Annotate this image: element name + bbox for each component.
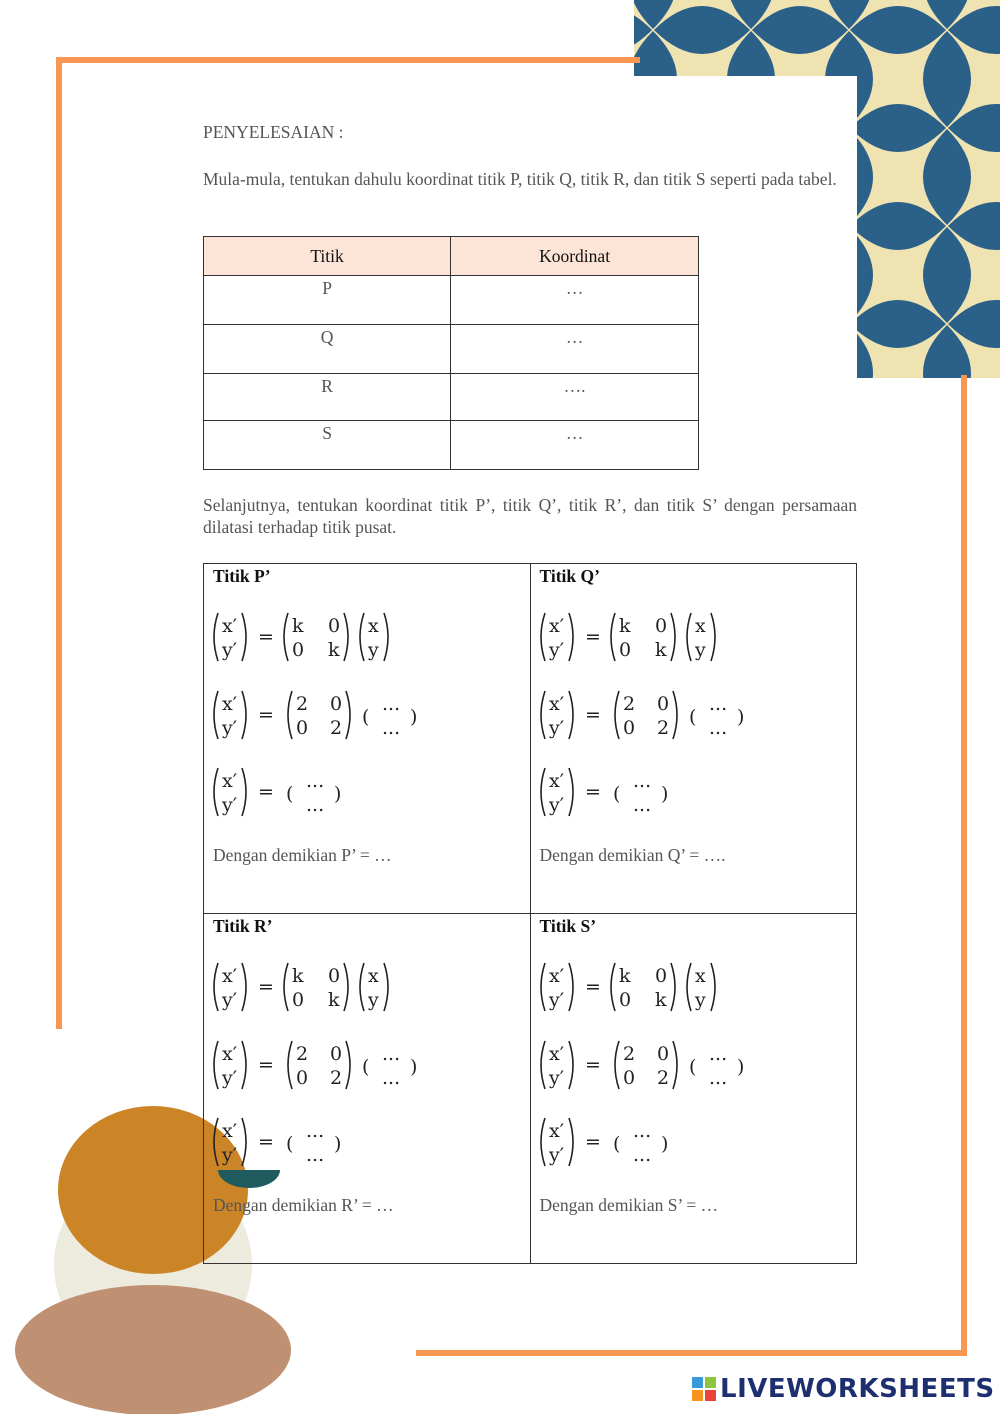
section-heading: PENYELESAIAN : bbox=[203, 122, 344, 142]
x-prime: x′ bbox=[222, 615, 238, 637]
paren: ) bbox=[334, 1133, 342, 1155]
pattern-petal bbox=[948, 398, 1000, 446]
point-label: R bbox=[204, 374, 451, 421]
equals-sign: = bbox=[258, 1131, 274, 1153]
coordinate-answer[interactable]: …. bbox=[451, 374, 699, 421]
matrix-entry: 0 bbox=[654, 965, 667, 987]
y-prime: y′ bbox=[222, 1067, 238, 1089]
vector-x: x bbox=[368, 965, 379, 987]
table-row bbox=[204, 374, 699, 421]
equals-sign: = bbox=[584, 781, 601, 803]
matrix-entry: 2 bbox=[656, 1067, 669, 1089]
matrix-entry: 2 bbox=[330, 1067, 343, 1089]
point-label: P bbox=[204, 276, 451, 325]
dilation-equation[interactable] bbox=[212, 688, 452, 747]
pattern-petal bbox=[850, 398, 946, 446]
y-prime: y′ bbox=[222, 989, 238, 1011]
matrix-entry: 2 bbox=[296, 1043, 309, 1065]
paren: ) bbox=[736, 1056, 744, 1078]
matrix-entry: 0 bbox=[292, 989, 305, 1011]
dilation-cell bbox=[204, 564, 531, 914]
frame-line-bottom bbox=[416, 1350, 967, 1356]
y-prime: y′ bbox=[548, 639, 564, 661]
x-prime: x′ bbox=[548, 965, 564, 987]
matrix-entry: 0 bbox=[328, 615, 341, 637]
pattern-petal bbox=[727, 227, 775, 323]
pattern-petal bbox=[727, 325, 775, 421]
paren: ) bbox=[660, 783, 668, 805]
matrix-entry: 0 bbox=[292, 639, 305, 661]
pattern-petal bbox=[556, 104, 652, 152]
cell-title: Titik P’ bbox=[213, 566, 271, 586]
paren: ( bbox=[688, 706, 696, 728]
dilation-equation[interactable] bbox=[212, 1115, 452, 1174]
pattern-petal bbox=[531, 31, 579, 127]
vector-x: x bbox=[694, 965, 706, 987]
matrix-entry: 0 bbox=[330, 693, 343, 715]
matrix-entry: 0 bbox=[656, 1043, 669, 1065]
dilation-equation bbox=[539, 960, 779, 1019]
matrix-entry: 0 bbox=[618, 639, 631, 661]
x-prime: x′ bbox=[548, 693, 564, 715]
matrix-entry: 0 bbox=[622, 1067, 635, 1089]
dilation-cell bbox=[204, 914, 531, 1264]
x-prime: x′ bbox=[548, 1120, 564, 1142]
matrix-entry: 2 bbox=[330, 717, 343, 739]
dilation-equation[interactable] bbox=[212, 1038, 452, 1097]
equals-sign: = bbox=[258, 1054, 274, 1076]
equals-sign: = bbox=[258, 704, 274, 726]
pattern-petal bbox=[752, 398, 848, 446]
matrix-entry: 2 bbox=[296, 693, 309, 715]
coordinate-table-header bbox=[204, 237, 699, 276]
dilation-equation[interactable] bbox=[212, 765, 452, 824]
paren: ( bbox=[286, 1133, 294, 1155]
y-prime: y′ bbox=[548, 794, 564, 816]
matrix-entry: k bbox=[618, 615, 631, 637]
answer-blank: ... bbox=[708, 1067, 727, 1089]
cell-result[interactable]: Dengan demikian Q’ = …. bbox=[539, 845, 726, 865]
answer-blank: ... bbox=[708, 717, 727, 739]
dilation-equation bbox=[539, 610, 779, 669]
answer-blank: ... bbox=[382, 1043, 401, 1065]
matrix-entry: 0 bbox=[296, 1067, 309, 1089]
x-prime: x′ bbox=[548, 615, 564, 637]
y-prime: y′ bbox=[222, 717, 238, 739]
equals-sign: = bbox=[258, 781, 274, 803]
matrix-entry: 0 bbox=[330, 1043, 343, 1065]
vector-y: y bbox=[694, 989, 706, 1011]
dilation-equation[interactable] bbox=[539, 765, 779, 824]
paren: ( bbox=[286, 783, 294, 805]
vector-y: y bbox=[368, 989, 379, 1011]
paren: ) bbox=[410, 1056, 418, 1078]
cell-result[interactable]: Dengan demikian P’ = … bbox=[213, 845, 392, 865]
y-prime: y′ bbox=[548, 1144, 564, 1166]
cell-title: Titik Q’ bbox=[539, 566, 600, 586]
answer-blank: ... bbox=[306, 770, 325, 792]
x-prime: x′ bbox=[222, 965, 238, 987]
matrix-entry: k bbox=[618, 965, 631, 987]
paren: ( bbox=[362, 1056, 370, 1078]
x-prime: x′ bbox=[222, 693, 238, 715]
frame-line-left bbox=[56, 57, 62, 1029]
y-prime: y′ bbox=[548, 1067, 564, 1089]
dilation-equation bbox=[212, 960, 452, 1019]
matrix-entry: 0 bbox=[656, 693, 669, 715]
coordinate-answer[interactable]: … bbox=[451, 421, 699, 470]
answer-blank: ... bbox=[708, 693, 727, 715]
paren: ) bbox=[660, 1133, 668, 1155]
equals-sign: = bbox=[584, 1054, 601, 1076]
y-prime: y′ bbox=[548, 989, 564, 1011]
dilation-cell bbox=[530, 914, 857, 1264]
x-prime: x′ bbox=[222, 770, 238, 792]
vector-y: y bbox=[694, 639, 706, 661]
liveworksheets-logo bbox=[692, 1374, 995, 1404]
answer-blank: ... bbox=[632, 770, 651, 792]
y-prime: y′ bbox=[222, 639, 238, 661]
matrix-entry: k bbox=[654, 639, 667, 661]
second-paragraph: Selanjutnya, tentukan koordinat titik P’, titik Q’, titik R’, dan titik S’ dengan persamaan dilatasi terhadap titik pusat. bbox=[203, 495, 857, 537]
matrix-entry: 2 bbox=[656, 717, 669, 739]
equals-sign: = bbox=[584, 704, 601, 726]
y-prime: y′ bbox=[548, 717, 564, 739]
matrix-entry: 2 bbox=[622, 1043, 635, 1065]
header-koordinat: Koordinat bbox=[451, 237, 699, 276]
vector-y: y bbox=[368, 639, 379, 661]
equals-sign: = bbox=[584, 1131, 601, 1153]
x-prime: x′ bbox=[548, 770, 564, 792]
table-row bbox=[204, 276, 699, 325]
paren: ) bbox=[334, 783, 342, 805]
matrix-entry: k bbox=[292, 965, 304, 987]
coordinate-answer[interactable]: … bbox=[451, 276, 699, 325]
x-prime: x′ bbox=[548, 1043, 564, 1065]
coordinate-table bbox=[203, 236, 699, 470]
table-row bbox=[204, 325, 699, 374]
x-prime: x′ bbox=[222, 1120, 238, 1142]
dilation-equation[interactable] bbox=[539, 688, 779, 747]
frame-line-top bbox=[56, 57, 640, 63]
header-titik: Titik bbox=[204, 237, 451, 276]
equals-sign: = bbox=[584, 626, 601, 648]
equals-sign: = bbox=[258, 626, 274, 648]
equals-sign: = bbox=[258, 976, 274, 998]
matrix-entry: k bbox=[292, 615, 304, 637]
paren: ) bbox=[410, 706, 418, 728]
table-row bbox=[204, 421, 699, 470]
matrix-entry: 0 bbox=[618, 989, 631, 1011]
answer-blank: ... bbox=[306, 794, 325, 816]
answer-blank: ... bbox=[632, 1120, 651, 1142]
dilation-equation[interactable] bbox=[539, 1115, 779, 1174]
point-label: S bbox=[204, 421, 451, 470]
paren: ) bbox=[736, 706, 744, 728]
paren: ( bbox=[612, 1133, 620, 1155]
vector-x: x bbox=[694, 615, 706, 637]
matrix-entry: 2 bbox=[622, 693, 635, 715]
answer-blank: ... bbox=[632, 794, 651, 816]
answer-blank: ... bbox=[382, 717, 401, 739]
dilation-equation bbox=[212, 610, 452, 669]
pattern-petal bbox=[531, 0, 579, 29]
dilation-cell bbox=[530, 564, 857, 914]
logo-text: LIVEWORKSHEETS bbox=[720, 1374, 995, 1404]
cell-title: Titik S’ bbox=[539, 916, 597, 936]
y-prime: y′ bbox=[222, 794, 238, 816]
answer-blank: ... bbox=[382, 1067, 401, 1089]
answer-blank: ... bbox=[306, 1120, 325, 1142]
matrix-entry: 0 bbox=[654, 615, 667, 637]
answer-blank: ... bbox=[306, 1144, 325, 1166]
intro-paragraph: Mula-mula, tentukan dahulu koordinat titik P, titik Q, titik R, dan titik S seperti pada tabel. bbox=[203, 169, 837, 189]
coordinate-answer[interactable]: … bbox=[451, 325, 699, 374]
point-label: Q bbox=[204, 325, 451, 374]
x-prime: x′ bbox=[222, 1043, 238, 1065]
matrix-entry: k bbox=[328, 639, 340, 661]
paren: ( bbox=[362, 706, 370, 728]
paren: ( bbox=[612, 783, 620, 805]
matrix-entry: 0 bbox=[296, 717, 309, 739]
matrix-entry: 0 bbox=[622, 717, 635, 739]
pattern-petal bbox=[654, 104, 750, 152]
equals-sign: = bbox=[584, 976, 601, 998]
matrix-entry: k bbox=[654, 989, 667, 1011]
pattern-petal bbox=[752, 104, 848, 152]
cell-title: Titik R’ bbox=[213, 916, 273, 936]
dilation-table bbox=[203, 563, 857, 1264]
matrix-entry: 0 bbox=[328, 965, 341, 987]
cell-result[interactable]: Dengan demikian R’ = … bbox=[213, 1195, 394, 1215]
pattern-petal bbox=[752, 300, 848, 348]
logo-icon bbox=[692, 1377, 716, 1401]
matrix-entry: k bbox=[328, 989, 340, 1011]
answer-blank: ... bbox=[632, 1144, 651, 1166]
paren: ( bbox=[688, 1056, 696, 1078]
cell-result[interactable]: Dengan demikian S’ = … bbox=[539, 1195, 719, 1215]
vector-x: x bbox=[368, 615, 379, 637]
dilation-equation[interactable] bbox=[539, 1038, 779, 1097]
brown-blob bbox=[15, 1285, 291, 1414]
pattern-petal bbox=[752, 202, 848, 250]
answer-blank: ... bbox=[382, 693, 401, 715]
frame-line-right bbox=[961, 375, 967, 1356]
y-prime: y′ bbox=[222, 1144, 238, 1166]
answer-blank: ... bbox=[708, 1043, 727, 1065]
